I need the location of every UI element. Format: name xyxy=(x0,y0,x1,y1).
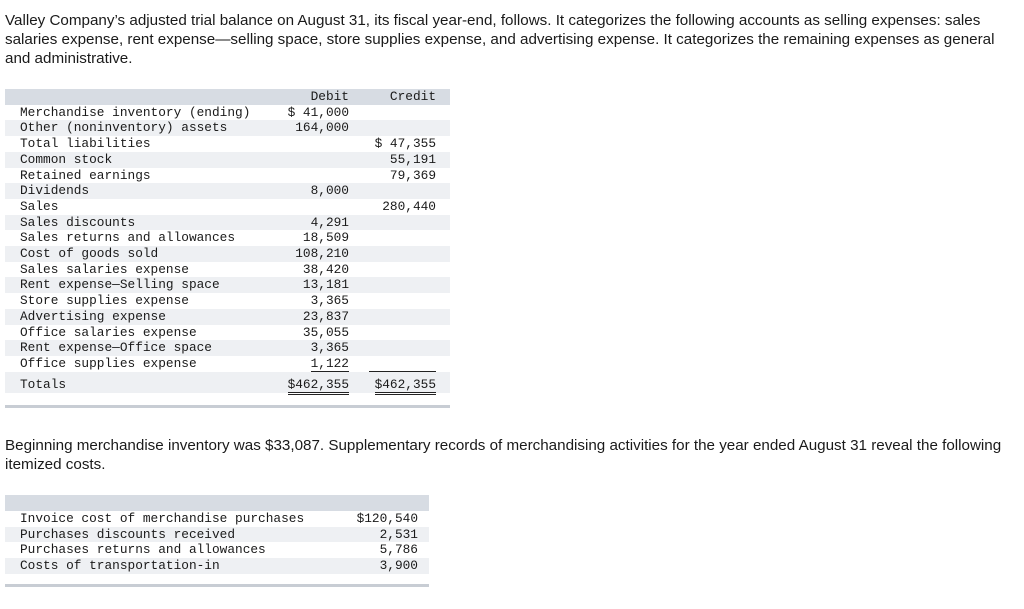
account-name: Rent expense—Selling space xyxy=(5,277,281,293)
credit-amount: 280,440 xyxy=(382,198,436,214)
account-name: Office supplies expense xyxy=(20,355,197,371)
account-name: Total liabilities xyxy=(20,136,151,152)
credit-amount: 79,369 xyxy=(389,167,436,183)
cost-amount: $120,540 xyxy=(356,511,418,526)
table-row xyxy=(5,325,450,341)
debit-amount xyxy=(281,199,349,215)
credit-amount xyxy=(369,120,436,136)
credit-amount xyxy=(369,277,436,293)
table-row xyxy=(5,136,450,152)
header-debit: Debit xyxy=(281,89,349,105)
debit-amount: 164,000 xyxy=(281,120,349,136)
debit-amount: 38,420 xyxy=(302,261,349,277)
credit-amount xyxy=(369,325,436,341)
debit-amount: 4,291 xyxy=(281,215,349,231)
table-row xyxy=(5,168,450,184)
table-row xyxy=(5,356,450,372)
cost-amount: 3,900 xyxy=(346,558,429,574)
debit-amount: $ 41,000 xyxy=(287,104,349,120)
account-name: Sales discounts xyxy=(5,215,281,231)
credit-amount: 55,191 xyxy=(369,152,436,168)
table-row xyxy=(5,558,429,574)
account-name: Rent expense—Office space xyxy=(5,340,281,356)
totals-label: Totals xyxy=(5,372,281,393)
credit-amount xyxy=(369,262,436,278)
debit-amount xyxy=(281,136,349,152)
debit-amount: 13,181 xyxy=(281,277,349,293)
credit-amount xyxy=(369,309,436,325)
table-row xyxy=(5,277,450,293)
total-debit: $462,355 xyxy=(281,372,349,393)
account-name: Cost of goods sold xyxy=(5,246,281,262)
beginning-inventory-paragraph: Beginning merchandise inventory was $33,087. Supplementary records of merchandising activities for the year ended August 31 reveal the following itemized costs. xyxy=(5,437,1002,473)
cost-label: Invoice cost of merchandise purchases xyxy=(20,511,305,526)
debit-amount xyxy=(281,152,349,168)
account-name: Sales returns and allowances xyxy=(20,230,236,246)
table-row xyxy=(5,542,429,558)
credit-amount xyxy=(369,215,436,231)
debit-amount: 18,509 xyxy=(302,230,349,246)
credit-amount xyxy=(369,105,436,121)
cost-label: Purchases discounts received xyxy=(5,527,346,543)
debit-amount: 23,837 xyxy=(281,309,349,325)
account-name: Common stock xyxy=(5,152,281,168)
credit-amount xyxy=(369,183,436,199)
intro-paragraph: Valley Company’s adjusted trial balance on August 31, its fiscal year-end, follows. It categorizes the following accounts as selling expenses: sales salaries expense, rent expense—selling space, store supplies expense, and advertising expense. It categorizes the remaining expenses as general and administrative. xyxy=(5,12,995,67)
credit-amount xyxy=(369,230,436,246)
table-row xyxy=(5,527,429,543)
debit-amount xyxy=(281,168,349,184)
table-row xyxy=(5,511,429,527)
table-row xyxy=(5,340,450,356)
table-row xyxy=(5,246,450,262)
debit-amount: 35,055 xyxy=(302,324,349,340)
account-name: Other (noninventory) assets xyxy=(5,120,281,136)
account-name: Merchandise inventory (ending) xyxy=(20,104,251,120)
table-row xyxy=(5,152,450,168)
table-bottom-rule xyxy=(5,584,429,587)
account-name: Sales xyxy=(20,198,59,214)
account-name: Dividends xyxy=(5,183,281,199)
table-header-row xyxy=(5,89,450,105)
debit-amount: 1,122 xyxy=(310,355,349,371)
header-account xyxy=(5,89,281,105)
credit-amount: $ 47,355 xyxy=(374,136,436,152)
credit-amount xyxy=(369,293,436,309)
debit-amount: 3,365 xyxy=(310,293,349,309)
total-credit: $462,355 xyxy=(369,372,436,393)
debit-amount: 108,210 xyxy=(281,246,349,262)
account-name: Retained earnings xyxy=(20,167,151,183)
cost-label: Costs of transportation-in xyxy=(5,558,346,574)
account-name: Store supplies expense xyxy=(20,293,189,309)
cost-amount: 2,531 xyxy=(346,527,429,543)
itemized-costs-table xyxy=(5,495,429,574)
table-row xyxy=(5,293,450,309)
table-row xyxy=(5,120,450,136)
table-row xyxy=(5,230,450,246)
table-row xyxy=(5,215,450,231)
table-row xyxy=(5,309,450,325)
credit-amount xyxy=(369,356,436,372)
header-credit: Credit xyxy=(369,89,436,105)
table-row xyxy=(5,199,450,215)
credit-amount xyxy=(369,246,436,262)
table-row xyxy=(5,262,450,278)
cost-label: Purchases returns and allowances xyxy=(20,542,266,558)
account-name: Sales salaries expense xyxy=(20,261,189,277)
adjusted-trial-balance-table xyxy=(5,89,450,393)
table-header-row xyxy=(5,495,429,511)
credit-amount xyxy=(369,340,436,356)
table-bottom-rule xyxy=(5,405,450,408)
table-row xyxy=(5,105,450,121)
account-name: Advertising expense xyxy=(5,309,281,325)
table-row xyxy=(5,183,450,199)
cost-amount: 5,786 xyxy=(379,542,418,558)
account-name: Office salaries expense xyxy=(20,324,197,340)
totals-row xyxy=(5,372,450,393)
debit-amount: 3,365 xyxy=(281,340,349,356)
debit-amount: 8,000 xyxy=(281,183,349,199)
